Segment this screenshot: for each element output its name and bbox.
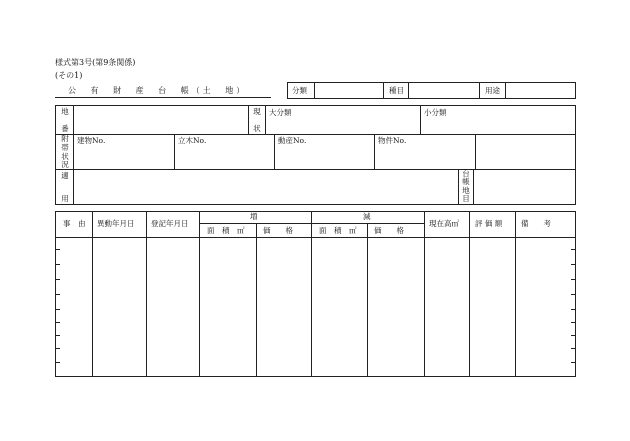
chiban-char-2: 番 — [61, 124, 69, 133]
genjo-char-2: 状 — [253, 124, 261, 133]
fuzoku-char-2: 帯 — [61, 143, 69, 152]
gen-header: 減 — [363, 212, 371, 221]
gen-menseki-header: 面 積 ㎡ — [319, 226, 357, 235]
form-number: 様式第3号(第9条関係) — [55, 58, 136, 67]
toki-date-header: 登記年月日 — [151, 219, 189, 228]
info-table — [55, 105, 576, 205]
daicho-char-2: 帳 — [462, 177, 470, 186]
zo-kakaku-header: 価 格 — [263, 226, 293, 235]
chiban-char-1: 地 — [61, 107, 69, 116]
sho-bunrui-label: 小分類 — [424, 108, 447, 117]
dosan-label: 動産No. — [278, 136, 307, 145]
gen-kakaku-header: 価 格 — [374, 226, 404, 235]
genzai-header: 現在高㎡ — [429, 219, 459, 228]
hyoka-header: 評 価 額 — [475, 219, 503, 228]
dai-bunrui-label: 大分類 — [269, 108, 292, 117]
tachiki-label: 立木No. — [178, 136, 207, 145]
genjo-char-1: 現 — [253, 107, 261, 116]
fuzoku-char-4: 況 — [61, 160, 69, 169]
classification-row — [287, 82, 576, 99]
shumoku-label: 種目 — [389, 86, 404, 95]
fuzoku-char-3: 状 — [61, 152, 69, 161]
jiyu-header: 事 由 — [63, 219, 86, 228]
zo-menseki-header: 面 積 ㎡ — [207, 226, 245, 235]
biko-header: 備 考 — [521, 219, 551, 228]
title-underline — [55, 97, 271, 98]
daicho-char-1: 台 — [462, 169, 470, 178]
tatemono-label: 建物No. — [77, 136, 106, 145]
ledger-title: 公 有 財 産 台 帳（土 地） — [68, 86, 248, 95]
tekiyo-char-2: 用 — [61, 194, 69, 203]
ido-date-header: 異動年月日 — [97, 219, 135, 228]
daicho-char-4: 目 — [462, 194, 470, 203]
bunrui-label: 分類 — [292, 86, 307, 95]
zo-header: 増 — [250, 212, 258, 221]
tekiyo-char-1: 適 — [61, 171, 69, 180]
ledger-table — [55, 211, 576, 377]
fuzoku-char-1: 附 — [61, 134, 69, 143]
youto-label: 用途 — [485, 86, 500, 95]
bukken-label: 物件No. — [378, 136, 407, 145]
form-part: (その1) — [55, 71, 83, 80]
daicho-char-3: 地 — [462, 186, 470, 195]
